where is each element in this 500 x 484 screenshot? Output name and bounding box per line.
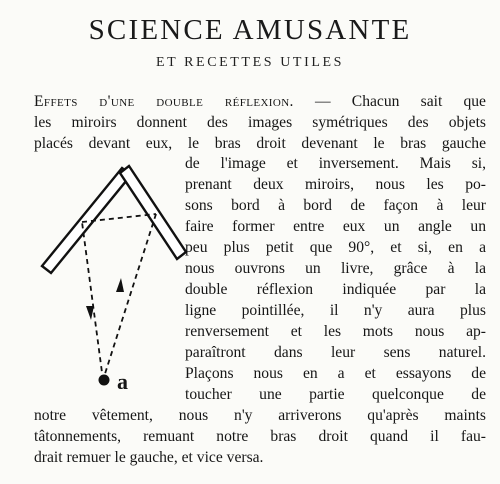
article-line-16: tâtonnements, remuant notre bras droit quand il fau- bbox=[34, 428, 486, 445]
article-line-2: placés devant eux, le bras droit devenant le bras gauche bbox=[34, 135, 486, 152]
article-line-14: toucher une partie quelconque de bbox=[185, 386, 486, 403]
page-title: SCIENCE AMUSANTE bbox=[88, 14, 412, 46]
point-a-dot bbox=[99, 375, 110, 386]
right-mirror bbox=[120, 166, 186, 259]
article-line-5: sons bord à bord de façon à leur bbox=[185, 197, 486, 214]
article-line-13: Plaçons nous en a et essayons de bbox=[185, 365, 486, 382]
article-line-3: de l'image et inversement. Mais si, bbox=[185, 155, 486, 172]
article-line-12: paraîtront dans leur sens naturel. bbox=[185, 344, 486, 361]
article-line-1: les miroirs donnent des images symétriques des objets bbox=[34, 114, 486, 131]
page-subtitle: ET RECETTES UTILES bbox=[155, 55, 345, 70]
article-line-17: drait remuer le gauche, et vice versa. bbox=[34, 449, 264, 466]
article-line-6: faire former entre eux un angle un bbox=[185, 218, 486, 235]
article-line-7: peu plus petit que 90°, et si, en a bbox=[185, 239, 486, 256]
article-line-8: nous ouvrons un livre, grâce à la bbox=[185, 260, 486, 277]
double-mirror-diagram bbox=[38, 160, 188, 390]
article-line-9: double réflexion indiquée par la bbox=[185, 281, 486, 298]
article-line-15: notre vêtement, nous n'y arriverons qu'après maints bbox=[34, 407, 486, 424]
article-line-0 bbox=[34, 92, 486, 112]
arrow-down-icon bbox=[86, 306, 94, 320]
article-heading-continuation: — Chacun sait que bbox=[293, 93, 486, 110]
point-a-label: a bbox=[117, 369, 128, 394]
article-heading: Effets d'une double réflexion. bbox=[34, 93, 294, 110]
left-mirror bbox=[42, 168, 131, 273]
article-line-10: ligne pointillée, il n'y aura plus bbox=[185, 302, 486, 319]
reflection-path bbox=[82, 214, 156, 380]
arrow-up-icon bbox=[116, 278, 124, 292]
article-line-11: renversement et les mots nous ap- bbox=[185, 323, 486, 340]
article-line-4: prenant deux miroirs, nous les po- bbox=[185, 176, 486, 193]
